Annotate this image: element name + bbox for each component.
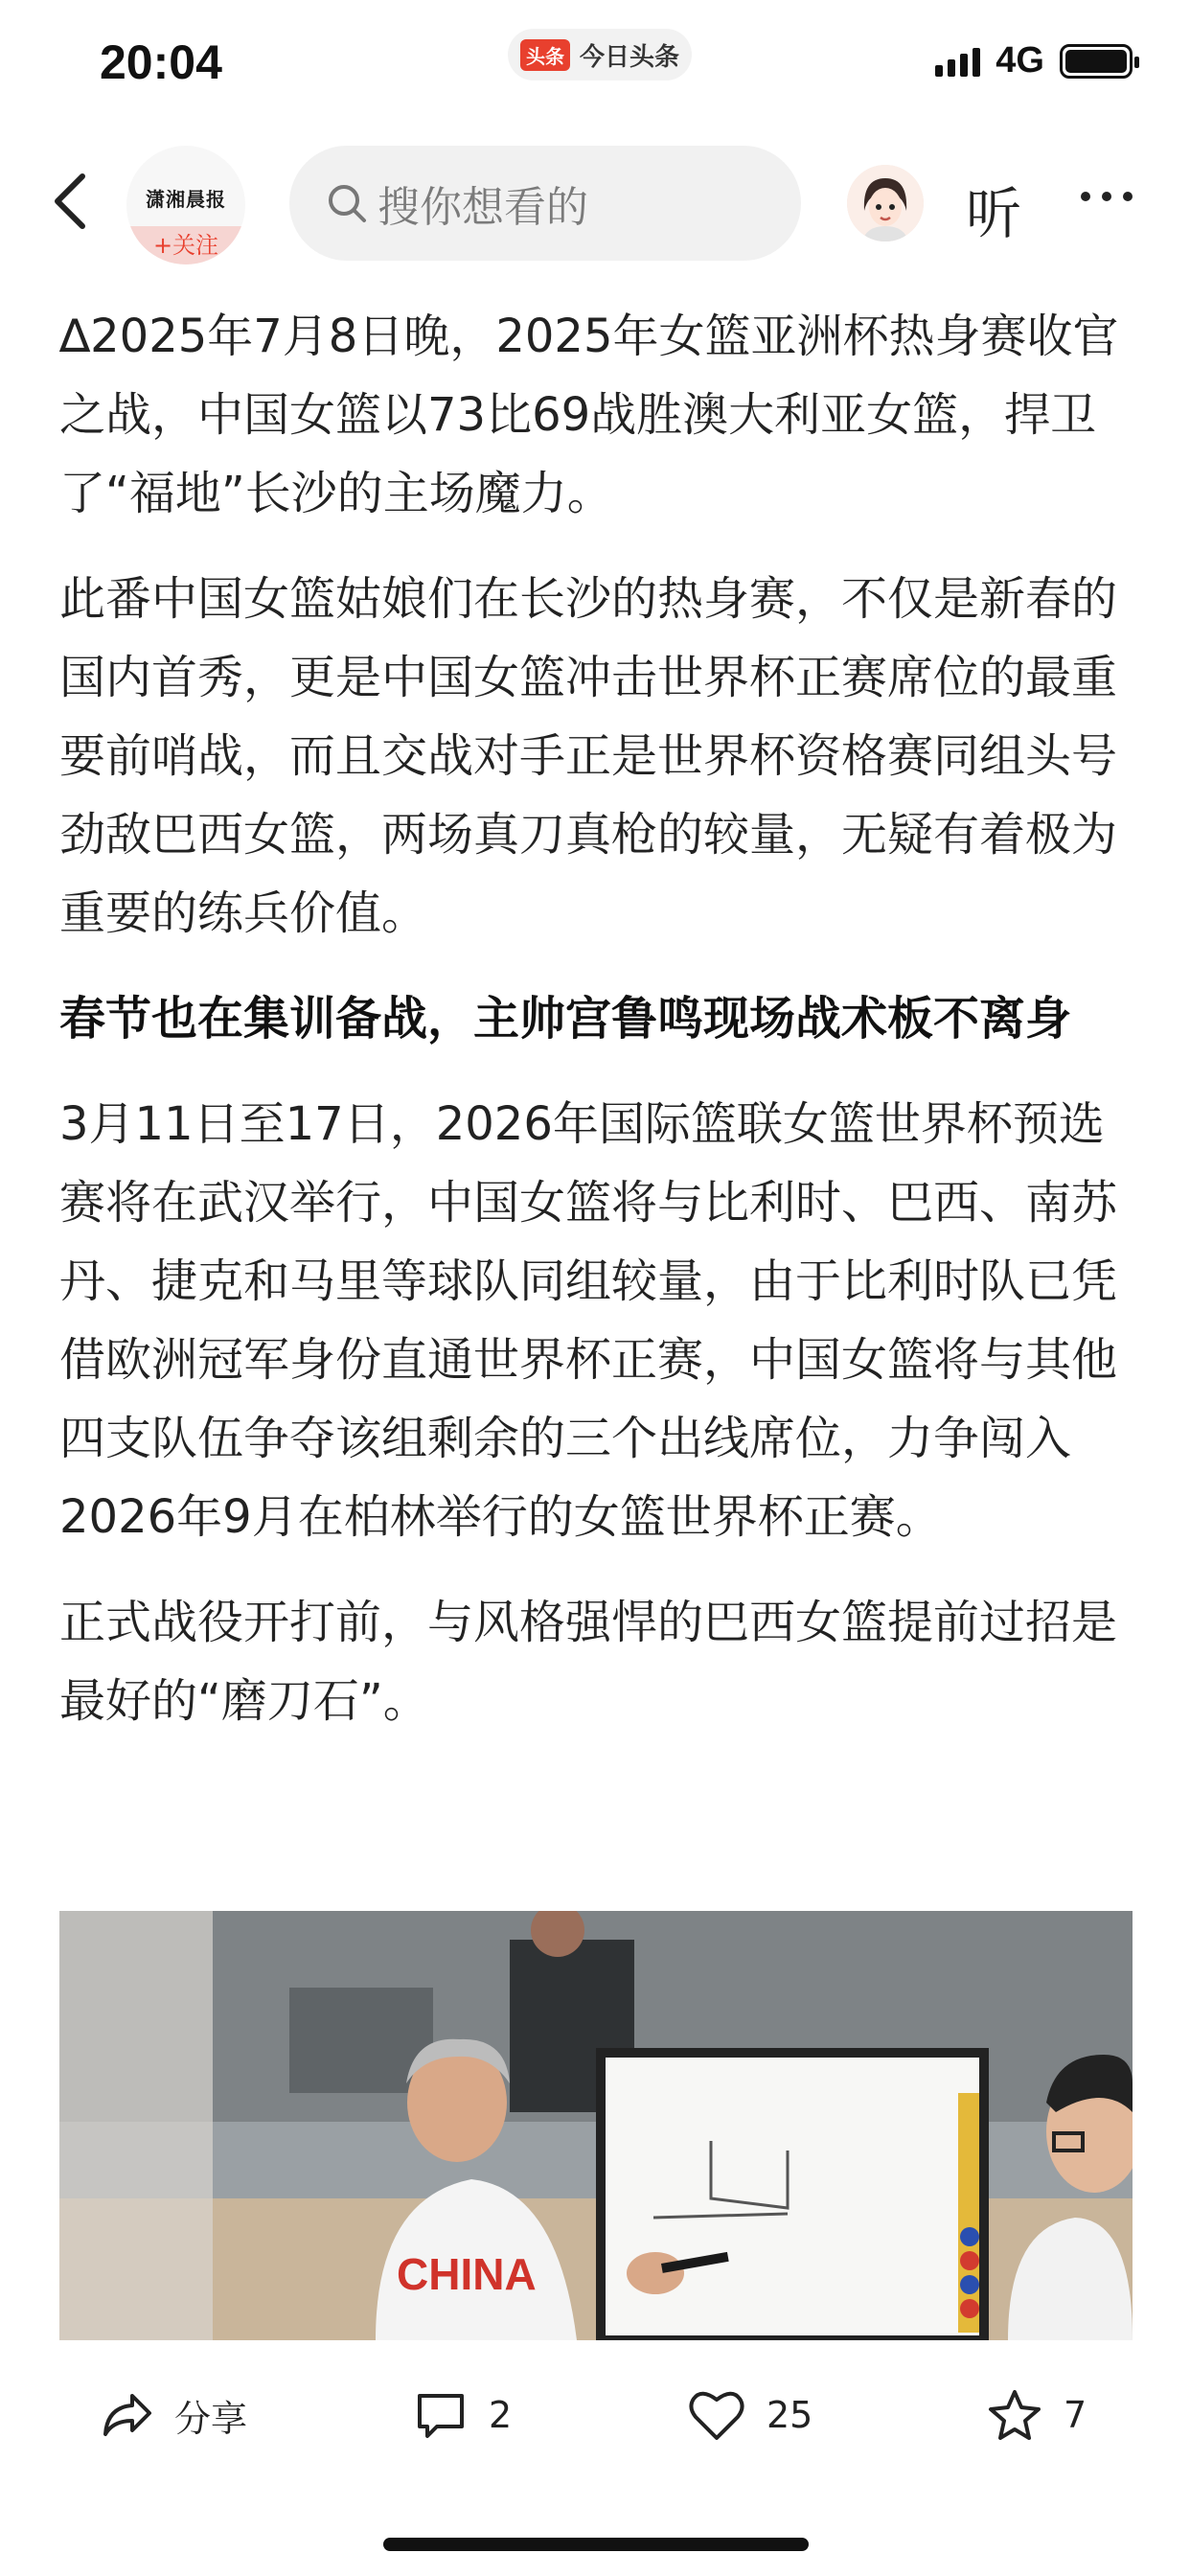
shirt-text: CHINA xyxy=(397,2249,537,2299)
status-icons xyxy=(935,40,1133,81)
app-name: 今日头条 xyxy=(579,42,679,72)
more-options-icon[interactable] xyxy=(1081,192,1133,201)
share-button[interactable] xyxy=(100,2388,247,2442)
back-button[interactable] xyxy=(46,172,94,230)
article-paragraph: 正式战役开打前，与风格强悍的巴西女篮提前过招是最好的“磨刀石”。 xyxy=(59,1596,1118,1728)
article-action-bar xyxy=(0,2359,1190,2474)
comment-icon xyxy=(414,2388,468,2442)
search-icon xyxy=(326,182,368,224)
search-bar[interactable] xyxy=(289,146,801,261)
article-paragraph: 3月11日至17日，2026年国际篮联女篮世界杯预选赛将在武汉举行，中国女篮将与比利时、巴西、南苏丹、捷克和马里等球队同组较量，由于比利时队已凭借欧洲冠军身份直通世界杯正赛，中国女篮将与其他四支队伍争夺该组剩余的三个出线席位，力争闯入2026年9月在柏林举行的女篮世界杯正赛。 xyxy=(59,1097,1118,1544)
follow-button[interactable]: +关注 xyxy=(126,226,245,264)
status-time: 20:04 xyxy=(100,35,222,89)
article-nav-bar xyxy=(0,134,1190,268)
app-indicator-pill[interactable] xyxy=(508,29,692,80)
source-name: 潇湘晨报 xyxy=(146,188,226,211)
status-bar xyxy=(0,0,1190,134)
network-type: 4G xyxy=(995,40,1044,80)
article-paragraph: 此番中国女篮姑娘们在长沙的热身赛，不仅是新春的国内首秀，更是中国女篮冲击世界杯正赛席位的最重要前哨战，而且交战对手正是世界杯资格赛同组头号劲敌巴西女篮，两场真刀真枪的较量，无疑有着极为重要的练兵价值。 xyxy=(59,572,1118,940)
favorite-button[interactable] xyxy=(987,2388,1087,2442)
battery-icon xyxy=(1060,44,1133,79)
user-avatar[interactable] xyxy=(847,165,924,242)
favorite-count: 7 xyxy=(1064,2394,1087,2436)
article-body xyxy=(59,297,1133,1767)
avatar-illustration xyxy=(847,165,924,242)
comment-count: 2 xyxy=(489,2394,513,2436)
search-placeholder: 搜你想看的 xyxy=(378,183,588,232)
chevron-left-icon xyxy=(46,172,94,230)
cellular-signal-icon xyxy=(935,46,980,77)
article-photo[interactable] xyxy=(59,1911,1133,2340)
home-indicator[interactable] xyxy=(383,2538,809,2551)
share-icon xyxy=(100,2388,153,2442)
article-paragraph: ∆2025年7月8日晚，2025年女篮亚洲杯热身赛收官之战，中国女篮以73比69战胜澳大利亚女篮，捍卫了“福地”长沙的主场魔力。 xyxy=(59,310,1119,520)
star-icon xyxy=(987,2388,1042,2442)
like-count: 25 xyxy=(767,2394,813,2436)
like-button[interactable] xyxy=(688,2388,812,2442)
comment-button[interactable] xyxy=(414,2388,512,2442)
listen-button[interactable]: 听 xyxy=(966,181,1022,246)
heart-icon xyxy=(688,2388,745,2442)
toutiao-logo: 头条 xyxy=(520,39,570,71)
article-subheading: 春节也在集训备战，主帅宫鲁鸣现场战术板不离身 xyxy=(59,992,1072,1046)
source-avatar[interactable] xyxy=(126,146,245,264)
coach-tactics-board-image xyxy=(59,1911,1133,2340)
share-label: 分享 xyxy=(174,2397,248,2440)
